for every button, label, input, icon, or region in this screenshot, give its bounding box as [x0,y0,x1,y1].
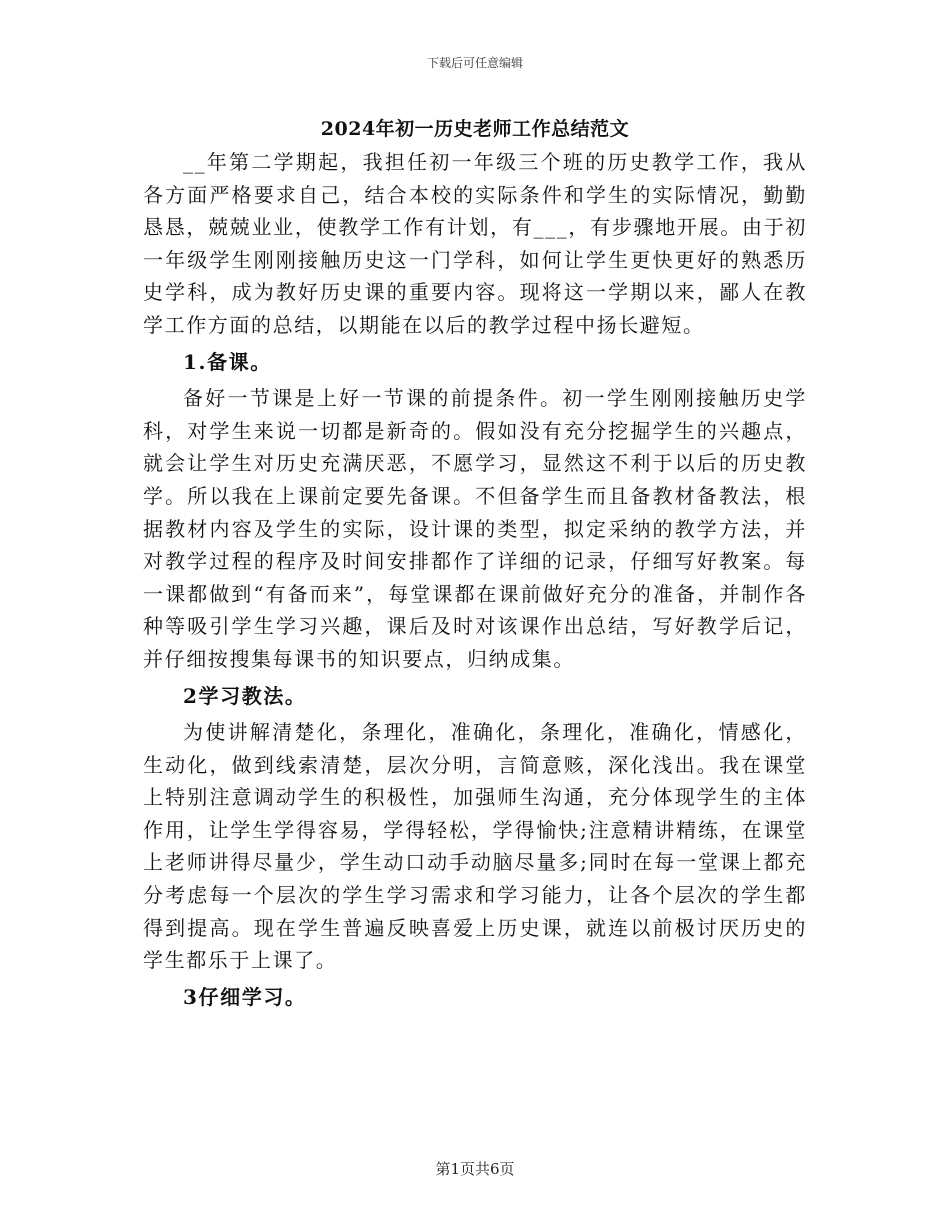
section-heading-1: 1.备课。 [183,349,272,374]
document-title: 2024年初一历史老师工作总结范文 [320,118,630,140]
header-note: 下载后可任意编辑 [426,56,523,70]
document-body [143,146,807,1017]
section-paragraph-2: 为使讲解清楚化，条理化，准确化，条理化，准确化，情感化，生动化，做到线索清楚，层次分明，言简意赅，深化浅出。我在课堂上特别注意调动学生的积极性，加强师生沟通，充分体现学生的主体作用，让学生学得容易，学得轻松，学得愉快;注意精讲精练，在课堂上老师讲得尽量少，学生动口动手动脑尽量多;同时在每一堂课上都充分考虑每一个层次的学生学习需求和学习能力，让各个层次的学生都得到提高。现在学生普遍反映喜爱上历史课，就连以前极讨厌历史的学生都乐于上课了。 [143,720,807,973]
intro-paragraph: __年第二学期起，我担任初一年级三个班的历史教学工作，我从各方面严格要求自己，结合本校的实际条件和学生的实际情况，勤勤恳恳，兢兢业业，使教学工作有计划，有___，有步骤地开展。由于初一年级学生刚刚接触历史这一门学科，如何让学生更快更好的熟悉历史学科，成为教好历史课的重要内容。现将这一学期以来，鄙人在教学工作方面的总结，以期能在以后的教学过程中扬长避短。 [143,150,807,337]
page-number: 第1页共6页 [435,1160,515,1178]
section-heading-2: 2学习教法。 [183,683,307,708]
section-paragraph-1: 备好一节课是上好一节课的前提条件。初一学生刚刚接触历史学科，对学生来说一切都是新奇的。假如没有充分挖掘学生的兴趣点，就会让学生对历史充满厌恶，不愿学习，显然这不利于以后的历史教学。所以我在上课前定要先备课。不但备学生而且备教材备教法，根据教材内容及学生的实际，设计课的类型，拟定采纳的教学方法，并对教学过程的程序及时间安排都作了详细的记录，仔细写好教案。每一课都做到“有备而来”，每堂课都在课前做好充分的准备，并制作各种等吸引学生学习兴趣，课后及时对该课作出总结，写好教学后记，并仔细按搜集每课书的知识要点，归纳成集。 [143,386,807,671]
section-heading-3: 3仔细学习。 [183,984,307,1009]
